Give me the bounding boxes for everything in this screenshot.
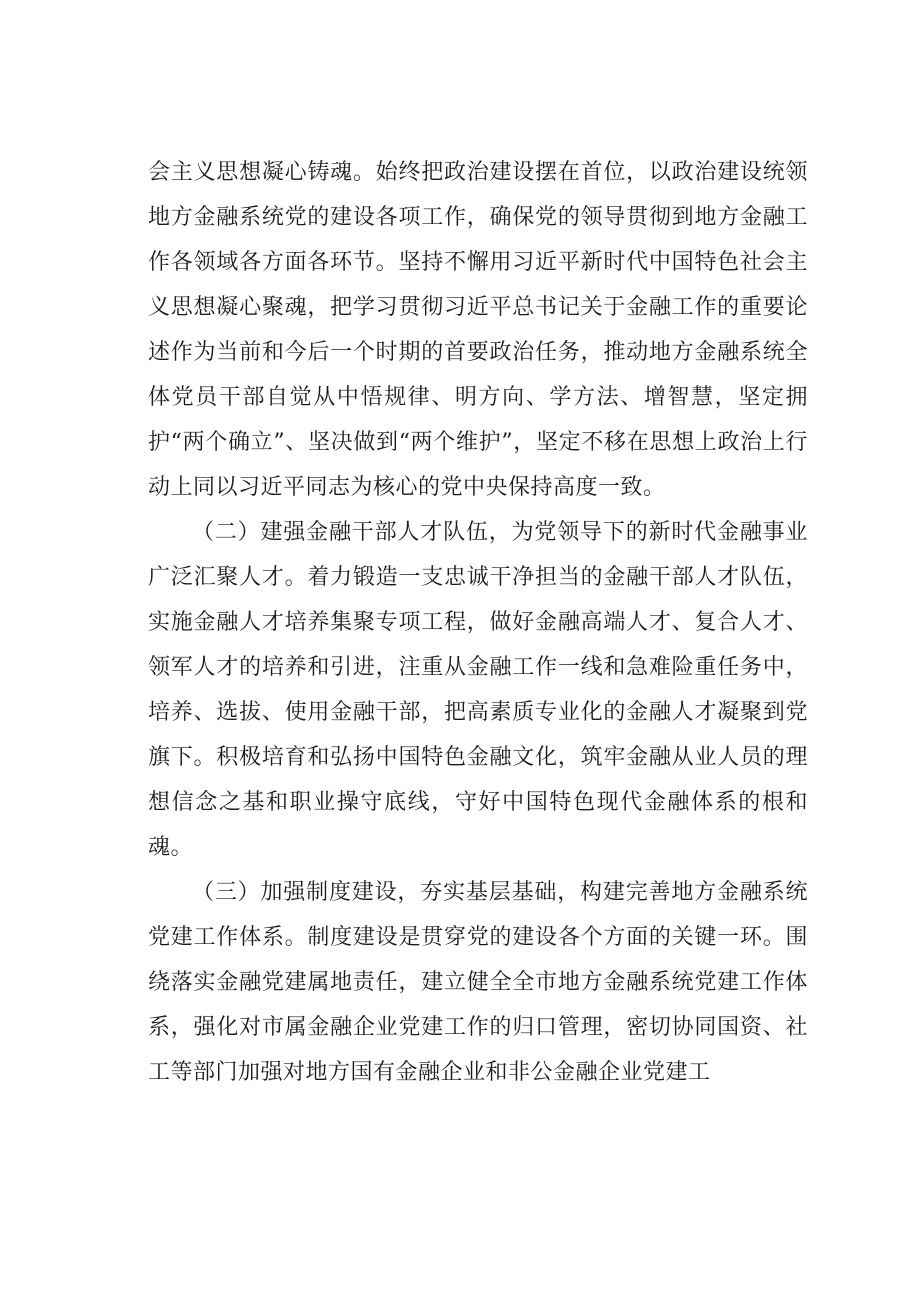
- paragraph-2: （二）建强金融干部人才队伍，为党领导下的新时代金融事业广泛汇聚人才。着力锻造一支忠诚干净担当的金融干部人才队伍，实施金融人才培养集聚专项工程，做好金融高端人才、复合人才、领军人才的培养和引进，注重从金融工作一线和急难险重任务中，培养、选拔、使用金融干部，把高素质专业化的金融人才凝聚到党旗下。积极培育和弘扬中国特色金融文化，筑牢金融从业人员的理想信念之基和职业操守底线，守好中国特色现代金融体系的根和魂。: [148, 520, 808, 860]
- paragraph-1: 会主义思想凝心铸魂。始终把政治建设摆在首位，以政治建设统领地方金融系统党的建设各项工作，确保党的领导贯彻到地方金融工作各领域各方面各环节。坚持不懈用习近平新时代中国特色社会主义思想凝心聚魂，把学习贯彻习近平总书记关于金融工作的重要论述作为当前和今后一个时期的首要政治任务，推动地方金融系统全体党员干部自觉从中悟规律、明方向、学方法、增智慧，坚定拥护“两个确立”、坚决做到“两个维护”，坚定不移在思想上政治上行动上同以习近平同志为核心的党中央保持高度一致。: [148, 160, 808, 500]
- document-body: [148, 150, 808, 1095]
- paragraph-3: （三）加强制度建设，夯实基层基础，构建完善地方金融系统党建工作体系。制度建设是贯穿党的建设各个方面的关键一环。围绕落实金融党建属地责任，建立健全全市地方金融系统党建工作体系，强化对市属金融企业党建工作的归口管理，密切协同国资、社工等部门加强对地方国有金融企业和非公金融企业党建工: [148, 880, 808, 1085]
